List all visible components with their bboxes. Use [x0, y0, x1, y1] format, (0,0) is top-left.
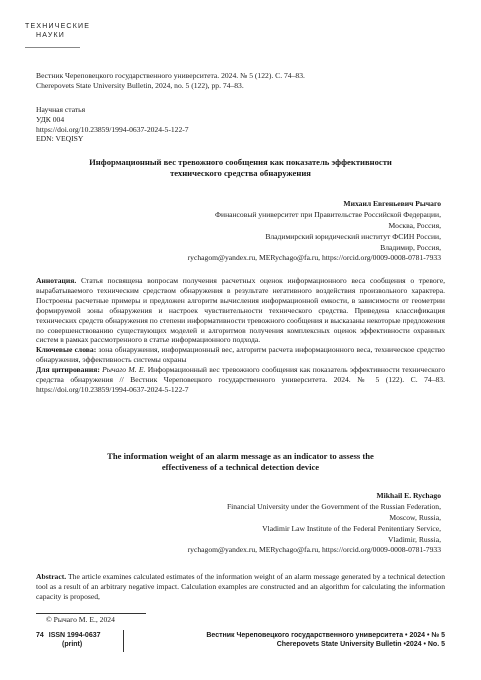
title-ru-line1: Информационный вес тревожного сообщения как показатель эффективности [89, 157, 392, 167]
citation-meta-en: Cherepovets State University Bulletin, 2024, no. 5 (122), pp. 74–83. [36, 80, 244, 90]
edn: EDN: VEQISY [36, 134, 84, 144]
udk: УДК 004 [36, 114, 65, 124]
title-en-line2: effectiveness of a technical detection device [161, 462, 320, 472]
abstract-en [36, 572, 445, 602]
issn-print: (print) [62, 641, 83, 648]
header-divider [25, 47, 80, 48]
section-header-line1: ТЕХНИЧЕСКИЕ [25, 23, 91, 30]
affiliation-1-ru: Финансовый университет при Правительстве Российской Федерации, [215, 210, 441, 219]
journal-name-en: Cherepovets State University Bulletin •2024 • No. 5 [276, 641, 445, 648]
abstract-ru [36, 276, 445, 395]
footer-page-issn [36, 631, 101, 649]
keywords-ru [36, 345, 445, 365]
affiliation-3-en: Vladimir Law Institute of the Federal Penitentiary Service, [262, 524, 441, 533]
author-name-en: Mikhail E. Rychago [376, 491, 441, 500]
abstract-ru-paragraph [36, 276, 445, 345]
journal-name-ru: Вестник Череповецкого государственного университета • 2024 • № 5 [206, 632, 445, 639]
footer-separator [123, 630, 124, 652]
abstract-en-text: The article examines calculated estimates of the information weight of an alarm message generated by a technical detection tool as a result of an arbitrary negative impact. Calculation examples are constructed and an algorithm for calculating the information capacity is proposed, [36, 572, 445, 601]
section-header-line2: НАУКИ [36, 32, 65, 39]
citation-meta [36, 71, 445, 91]
author-block-ru [215, 198, 441, 253]
copyright-footnote: © Рычаго М. Е., 2024 [46, 615, 115, 624]
cite-ru-author: Рычаго М. Е. [99, 365, 146, 375]
abstract-ru-text: Статья посвящена вопросам получения расчетных оценок информационного веса сообщения о тревоге, вырабатываемого техническим средством обнаружения в результате негативного воздействия произвольного характера. Построены расчетные примеры и предложен алгоритм вычисления информационной емкости, в зависимости от геометрии формируемой зоны обнаружения и настроек чувствительности технического средства. Приведена классификация технических средств обнаружения по степени информативности тревожного сообщения и высказаны некоторые предложения по совершенствованию существующих моделей и алгоритмов получения комплексных оценок эффективности охранных систем в рамках рассмотренного в статье информационного подхода. [36, 276, 445, 345]
citation-meta-ru: Вестник Череповецкого государственного университета. 2024. № 5 (122). С. 74–83. [36, 71, 305, 80]
affiliation-2-en: Moscow, Russia, [389, 513, 441, 522]
title-ru-line2: технического средства обнаружения [170, 168, 311, 178]
title-ru [40, 157, 441, 179]
author-block-en [227, 490, 441, 545]
affiliation-1-en: Financial University under the Government of the Russian Federation, [226, 502, 441, 511]
article-type: Научная статья [36, 105, 86, 114]
author-contacts-en[interactable]: rychagom@yandex.ru, MERychago@fa.ru, https://orcid.org/0009-0008-0781-7933 [187, 545, 441, 554]
footer-journal [128, 631, 445, 649]
affiliation-4-ru: Владимир, Россия, [380, 243, 441, 252]
title-en [40, 451, 441, 473]
author-contacts-ru[interactable]: rychagom@yandex.ru, MERychago@fa.ru, https://orcid.org/0009-0008-0781-7933 [187, 253, 441, 262]
issn: ISSN 1994-0637 [48, 632, 101, 639]
doi-link[interactable]: https://doi.org/10.23859/1994-0637-2024-5-122-7 [36, 124, 189, 134]
abstract-en-label: Abstract. [36, 572, 67, 581]
cite-ru-text: Информационный вес тревожного сообщения как показатель эффективности технического средства обнаружения // Вестник Череповецкого государственного университета. 2024. № 5 (122). С. 74–83. https://doi.org/10.23859/1994-0637-2024-5-122-7 [36, 365, 446, 394]
keywords-ru-label: Ключевые слова: [36, 345, 97, 355]
title-en-line1: The information weight of an alarm message as an indicator to assess the [107, 451, 374, 461]
abstract-ru-label: Аннотация. [36, 276, 77, 285]
affiliation-4-en: Vladimir, Russia, [387, 535, 441, 544]
author-name-ru: Михаил Евгеньевич Рычаго [343, 199, 441, 208]
page-number: 74 [36, 632, 44, 639]
keywords-ru-text: зона обнаружения, информационный вес, алгоритм расчета информационного веса, техническое средство обнаружения, эффективность системы охраны [36, 345, 445, 365]
cite-ru [36, 365, 445, 395]
footnote-divider [36, 613, 146, 614]
cite-ru-label: Для цитирования: [36, 365, 100, 375]
article-info [36, 105, 445, 144]
affiliation-2-ru: Москва, Россия, [388, 221, 441, 230]
section-header [25, 22, 90, 40]
affiliation-3-ru: Владимирский юридический институт ФСИН России, [265, 232, 441, 241]
page-footer [0, 630, 481, 680]
